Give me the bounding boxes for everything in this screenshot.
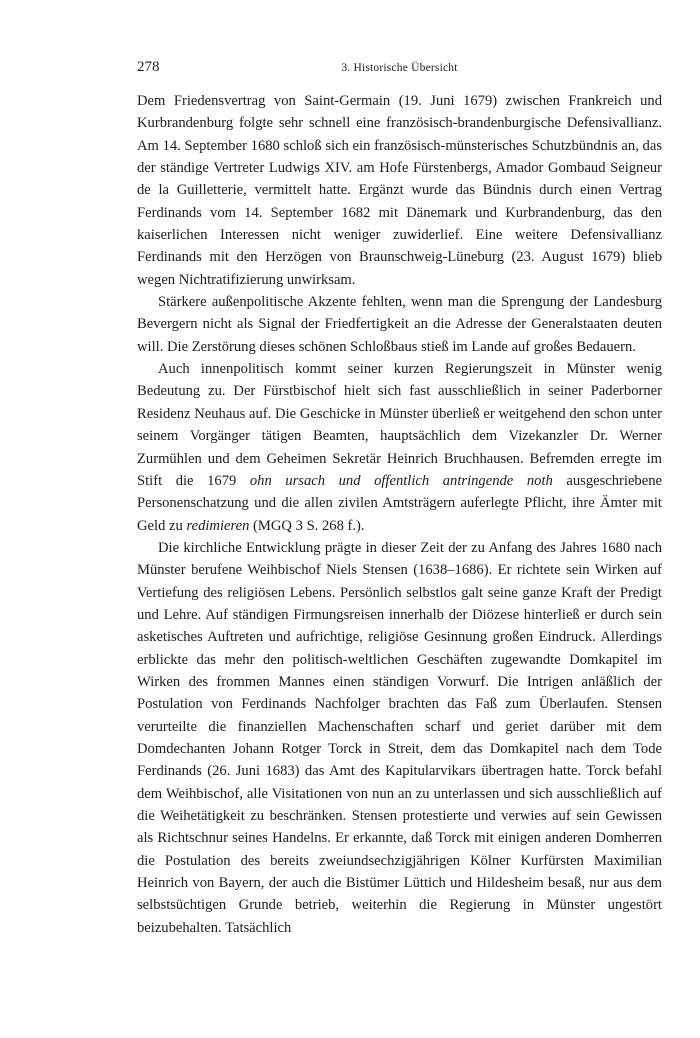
- text-segment: Die kirchliche Entwicklung prägte in dieser Zeit der zu Anfang des Jahres 1680 nach Münster berufene Weihbischof Niels Stensen (1638–1686). Er richtete sein Wirken auf Vertiefung des religiösen Lebens. Persönlich selbstlos galt seine ganze Kraft der Predigt und Lehre. Auf ständigen Firmungsreisen innerhalb der Diözese hinterließ er durch sein asketisches Auftreten und aufrichtige, religiöse Gesinnung großen Eindruck. Allerdings erblickte das mehr den politisch-weltlichen Geschäften zugewandte Domkapitel im Wirken des frommen Mannes einen ständigen Vorwurf. Die Intrigen anläßlich der Postulation von Ferdinands Nachfolger brachten das Faß zum Überlaufen. Stensen verurteilte die finanziellen Machenschaften scharf und geriet darüber mit dem Domdechanten Johann Rotger Torck in Streit, dem das Domkapitel nach dem Tode Ferdinands (26. Juni 1683) das Amt des Kapitularvikars übertragen hatte. Torck befahl dem Weihbischof, alle Visitationen von nun an zu unterlassen und sich ausschließlich auf die Weihetätigkeit zu beschränken. Stensen protestierte und verwies auf sein Gewissen als Richtschnur seines Handelns. Er erkannte, daß Torck mit einigen anderen Domherren die Postulation des bereits zweiundsechzigjährigen Kölner Kurfürsten Maximilian Heinrich von Bayern, der auch die Bistümer Lüttich und Hildesheim besaß, nur aus dem selbstsüchtigen Grunde betrieb, weiterhin die Regierung in Münster ungestört beizubehalten. Tatsächlich: [137, 539, 662, 936]
- italic-term: redimieren: [186, 517, 250, 534]
- text-segment: Auch innenpolitisch kommt seiner kurzen Regierungszeit in Münster wenig Bedeutung zu. Der Fürstbischof hielt sich fast ausschließlich in seiner Paderborner Residenz Neuhaus auf. Die Geschicke in Münster überließ er weitgehend den schon unter seinem Vorgänger tätigen Beamten, hauptsächlich dem Vizekanzler Dr. Werner Zurmühlen und dem Geheimen Sekretär Heinrich Bruchhausen. Befremden erregte im Stift die 1679: [137, 361, 662, 489]
- paragraph-3: [137, 358, 662, 537]
- text-segment: (MGQ 3 S. 268 f.).: [249, 517, 365, 534]
- running-head: [137, 57, 662, 77]
- paragraph-4: [137, 537, 662, 939]
- italic-quote: ohn ursach und offentlich antringende noth: [249, 472, 553, 489]
- text-segment: ausgeschriebene Personenschatzung und die allen zivilen Amtsträgern auferlegte Pflicht, ihre Ämter mit Geld zu: [137, 472, 662, 534]
- section-title: 3. Historische Übersicht: [341, 62, 458, 74]
- text-segment: Stärkere außenpolitische Akzente fehlten, wenn man die Sprengung der Landesburg Bevergern nicht als Signal der Friedfertigkeit an die Adresse der Generalstaaten deuten will. Die Zerstörung dieses schönen Schloßbaus stieß im Lande auf großes Bedauern.: [137, 294, 662, 355]
- paragraph-2: [137, 291, 662, 358]
- body-text: [137, 90, 662, 939]
- page-number: 278: [137, 59, 160, 75]
- text-segment: Dem Friedensvertrag von Saint-Germain (19. Juni 1679) zwischen Frankreich und Kurbrandenburg folgte sehr schnell eine französisch-brandenburgische Defensivallianz. Am 14. September 1680 schloß sich ein französisch-münsterisches Schutzbündnis an, das der ständige Vertreter Ludwigs XIV. am Hofe Fürstenbergs, Amador Gombaud Seigneur de la Guilletterie, vermittelt hatte. Ergänzt wurde das Bündnis durch einen Vertrag Ferdinands vom 14. September 1682 mit Dänemark und Kurbrandenburg, das den kaiserlichen Interessen nicht weniger zuwiderlief. Eine weitere Defensivallianz Ferdinands mit den Herzögen von Braunschweig-Lüneburg (23. August 1679) blieb wegen Nichtratifizierung unwirksam.: [137, 93, 662, 288]
- paragraph-1: [137, 90, 662, 291]
